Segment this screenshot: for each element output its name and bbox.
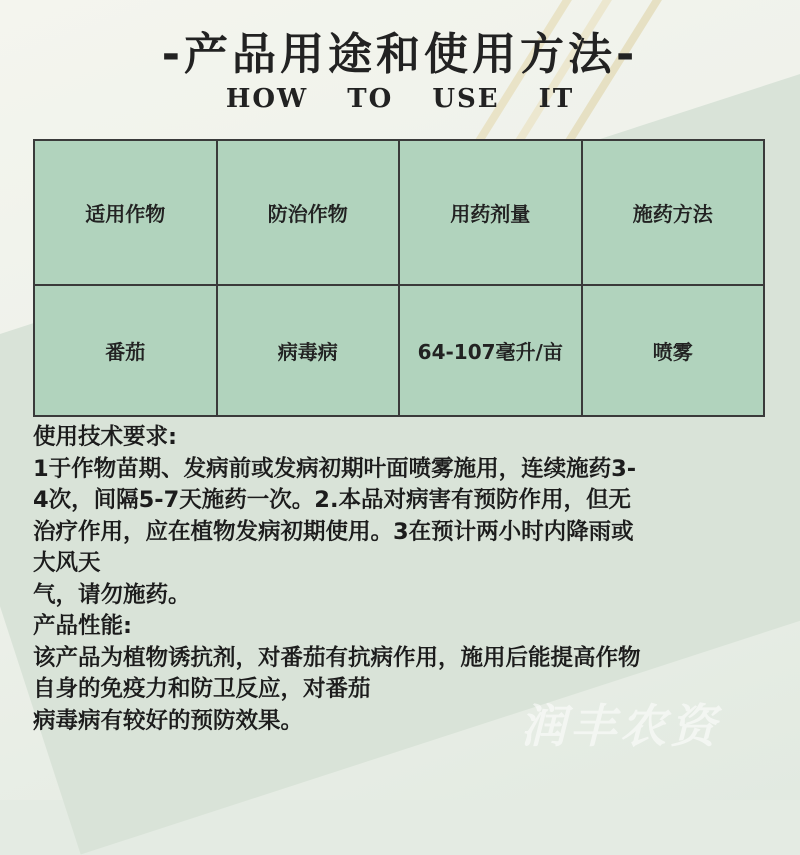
table-header-cell: 施药方法 xyxy=(582,140,765,285)
section-heading-performance: 产品性能: xyxy=(33,613,132,639)
page-title: -产品用途和使用方法- xyxy=(161,29,639,80)
table-header-cell: 用药剂量 xyxy=(399,140,582,285)
table-cell-dosage: 64-107毫升/亩 xyxy=(399,285,582,416)
table-row xyxy=(34,285,764,416)
page-subtitle: HOW TO USE IT xyxy=(225,84,575,114)
description-line: 自身的免疫力和防卫反应，对番茄 xyxy=(33,676,371,702)
description-line: 该产品为植物诱抗剂，对番茄有抗病作用，施用后能提高作物 xyxy=(33,644,641,671)
table-header-cell: 适用作物 xyxy=(34,140,217,285)
table-header-row xyxy=(34,140,764,285)
table-header-cell: 防治作物 xyxy=(217,140,400,285)
table-cell-crop: 番茄 xyxy=(34,285,217,416)
watermark: 润丰农资 xyxy=(520,699,720,753)
description-line: 大风天 xyxy=(33,550,101,576)
description-line: 病毒病有较好的预防效果。 xyxy=(33,707,304,734)
table-cell-target: 病毒病 xyxy=(217,285,400,416)
description-line: 1于作物苗期、发病前或发病初期叶面喷雾施用，连续施药3- xyxy=(33,455,637,482)
description-line: 治疗作用，应在植物发病初期使用。3在预计两小时内降雨或 xyxy=(33,518,634,545)
description-line: 气，请勿施药。 xyxy=(33,581,191,608)
table-cell-method: 喷雾 xyxy=(582,285,765,416)
description-line: 4次，间隔5-7天施药一次。2.本品对病害有预防作用，但无 xyxy=(33,487,632,513)
section-heading-technical: 使用技术要求: xyxy=(33,424,177,450)
usage-table xyxy=(33,139,765,417)
